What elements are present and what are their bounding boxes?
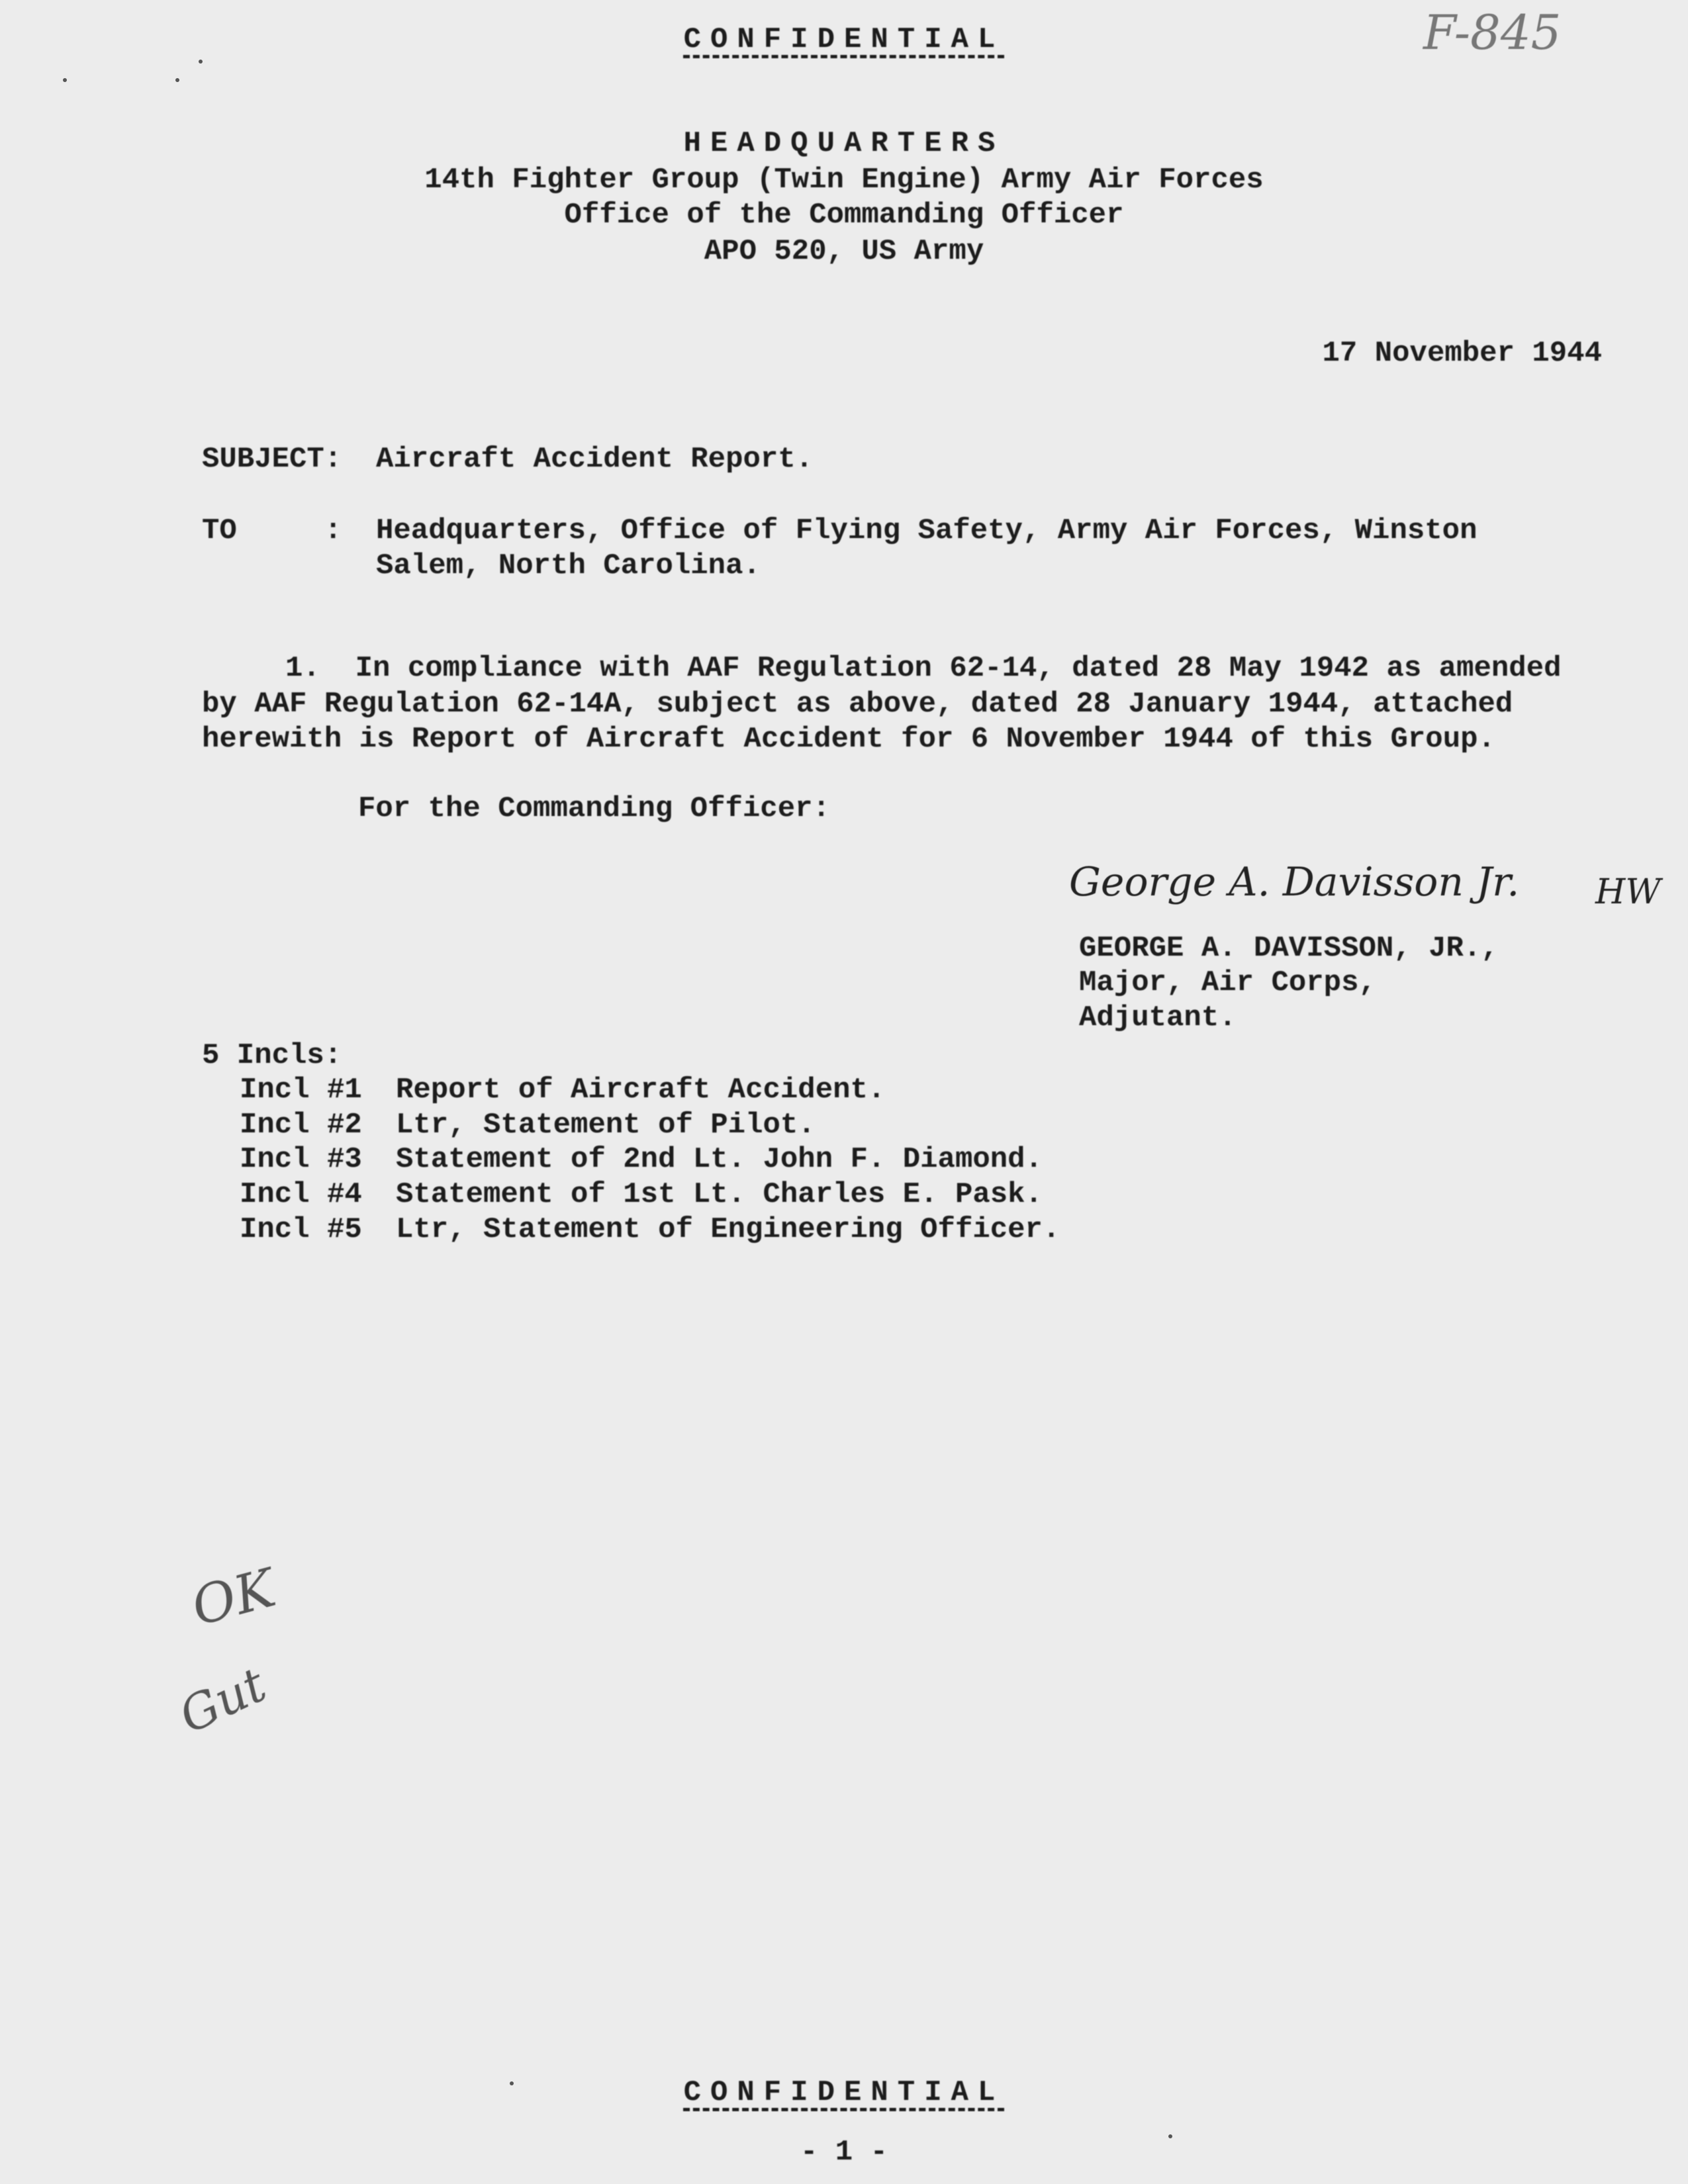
signer-title: Adjutant. (1079, 1001, 1237, 1034)
letterhead-title: HEADQUARTERS (683, 127, 1005, 160)
handwritten-signature: George A. Davisson Jr. (1069, 859, 1520, 905)
enclosures-header: 5 Incls: (202, 1039, 342, 1072)
subject-value: Aircraft Accident Report. (376, 443, 814, 476)
letterhead-office: Office of the Commanding Officer (564, 199, 1124, 232)
subject-label: SUBJECT: (202, 443, 342, 476)
to-line-1: Headquarters, Office of Flying Safety, Army Air Forces, Winston (376, 514, 1477, 547)
letter-date: 17 November 1944 (1322, 337, 1602, 370)
to-line-2: Salem, North Carolina. (376, 549, 761, 582)
letterhead-address: APO 520, US Army (704, 235, 984, 268)
enclosure-text: Report of Aircraft Accident. (396, 1073, 886, 1107)
signer-name: GEORGE A. DAVISSON, JR., (1079, 932, 1499, 965)
margin-note-initials: Gut (171, 1656, 275, 1745)
enclosure-text: Ltr, Statement of Pilot. (396, 1109, 816, 1142)
classification-footer: CONFIDENTIAL (683, 2076, 1005, 2109)
body-line-2: by AAF Regulation 62-14A, subject as above, dated 28 January 1944, attached (202, 688, 1513, 721)
page-number: - 1 - (800, 2136, 888, 2169)
enclosure-text: Ltr, Statement of Engineering Officer. (396, 1213, 1060, 1246)
enclosure-label: Incl #3 (240, 1143, 362, 1176)
to-label: TO (202, 514, 237, 547)
signer-rank: Major, Air Corps, (1079, 966, 1376, 999)
enclosure-label: Incl #2 (240, 1109, 362, 1142)
margin-note-ok: OK (185, 1557, 282, 1638)
classification-header: CONFIDENTIAL (683, 23, 1005, 56)
enclosure-label: Incl #5 (240, 1213, 362, 1246)
body-line-3: herewith is Report of Aircraft Accident for 6 November 1944 of this Group. (202, 723, 1495, 756)
body-line-1: 1. In compliance with AAF Regulation 62-14, dated 28 May 1942 as amended (285, 652, 1562, 685)
closing: For the Commanding Officer: (358, 792, 830, 825)
enclosure-label: Incl #1 (240, 1073, 362, 1107)
signature-initials: HW (1595, 872, 1661, 912)
enclosure-text: Statement of 2nd Lt. John F. Diamond. (396, 1143, 1043, 1176)
enclosure-label: Incl #4 (240, 1178, 362, 1211)
file-mark: F-845 (1423, 5, 1562, 60)
enclosure-text: Statement of 1st Lt. Charles E. Pask. (396, 1178, 1043, 1211)
to-colon: : (324, 514, 342, 547)
letterhead-unit: 14th Fighter Group (Twin Engine) Army Air Forces (424, 163, 1264, 197)
